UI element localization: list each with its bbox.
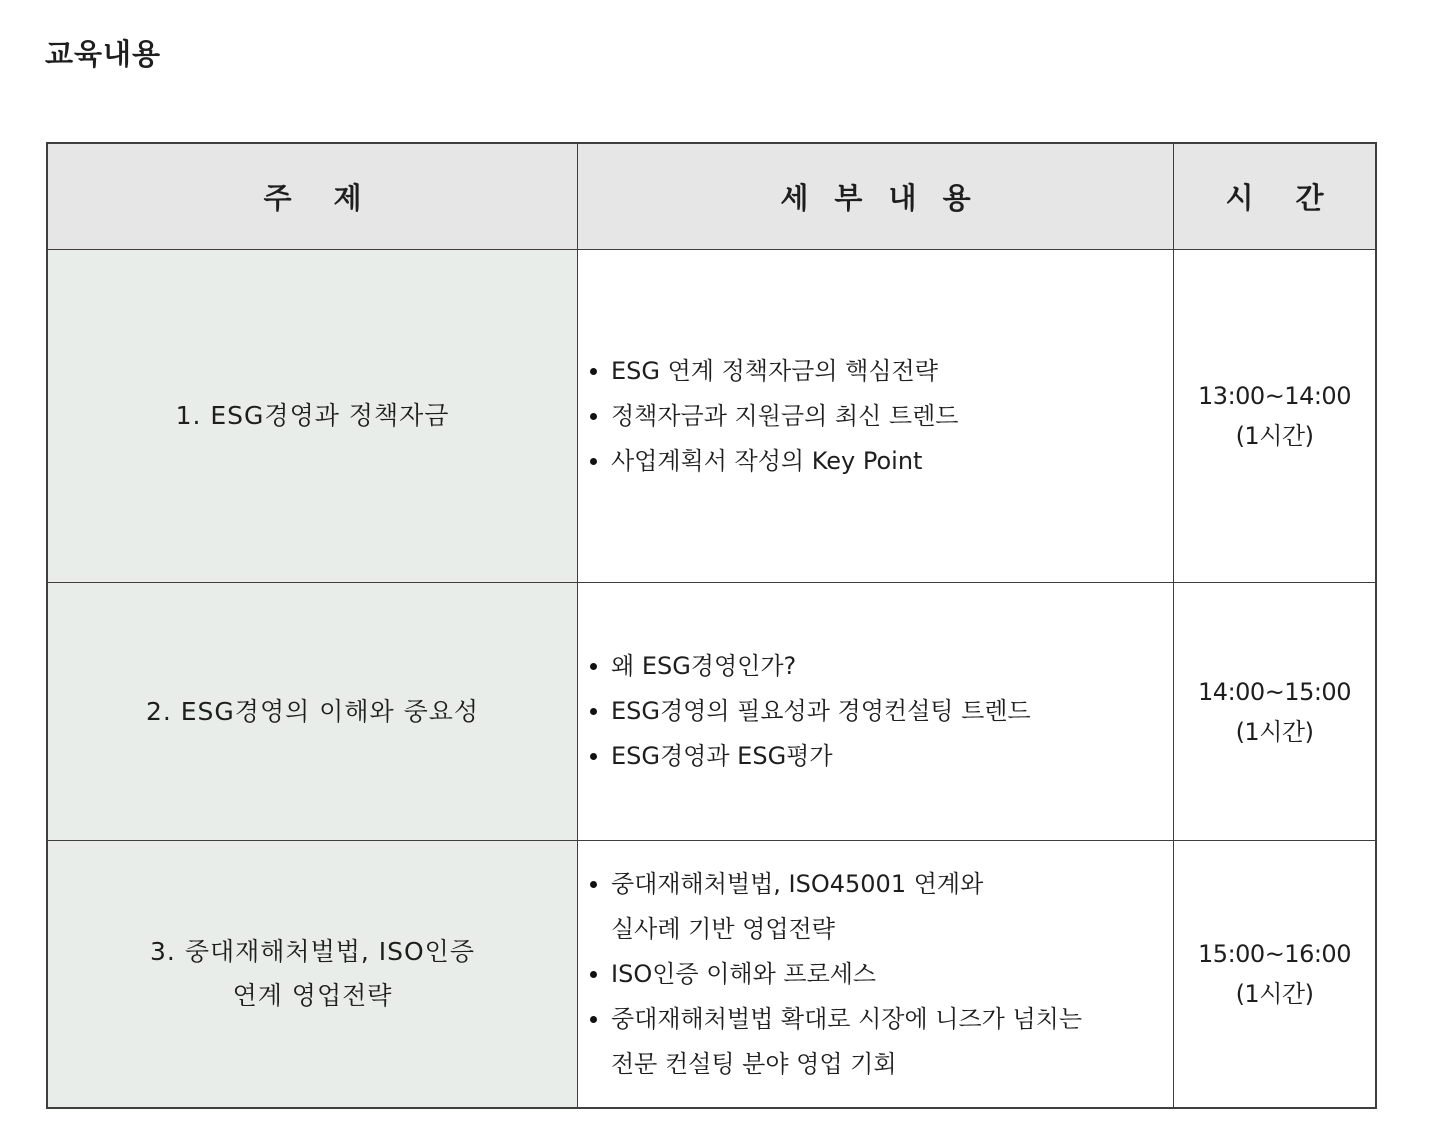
topic-text: 1. ESG경영과 정책자금 [175, 401, 450, 430]
details-cell [578, 250, 1174, 583]
time-cell [1174, 250, 1375, 583]
bullet-icon [590, 881, 597, 888]
bullet-icon [590, 708, 597, 715]
topic-text: 연계 영업전략 [232, 981, 393, 1010]
detail-bullet [590, 439, 922, 484]
bullet-text: ESG 연계 정책자금의 핵심전략 [611, 356, 938, 385]
bullet-text: 정책자금과 지원금의 최신 트렌드 [611, 401, 959, 430]
bullet-lines [611, 349, 938, 394]
detail-bullet [590, 394, 958, 439]
time-range: 14:00~15:00 [1198, 677, 1351, 706]
topic-cell [48, 583, 578, 841]
bullet-lines [611, 439, 922, 484]
bullet-text: ESG경영과 ESG평가 [611, 742, 833, 770]
bullet-text: 왜 ESG경영인가? [611, 652, 797, 680]
topic-cell [48, 250, 578, 583]
bullet-icon [590, 458, 597, 465]
time-cell [1174, 583, 1375, 841]
bullet-icon [590, 663, 597, 670]
detail-bullet [590, 862, 983, 952]
bullet-lines [611, 862, 983, 952]
detail-bullet [590, 997, 1082, 1087]
bullet-text: 중대재해처벌법, ISO45001 연계와 [611, 869, 984, 898]
time-duration: (1시간) [1235, 717, 1314, 746]
document-title: 교육내용 [45, 37, 162, 71]
detail-bullet [590, 952, 876, 997]
bullet-lines [611, 689, 1031, 734]
bullet-icon [590, 1016, 597, 1023]
time-range: 15:00~16:00 [1198, 940, 1351, 968]
bullet-icon [590, 971, 597, 978]
bullet-icon [590, 413, 597, 420]
bullet-text: 사업계획서 작성의 Key Point [611, 446, 923, 475]
detail-bullet [590, 689, 1031, 734]
curriculum-table [46, 142, 1377, 1109]
bullet-text: 전문 컨설팅 분야 영업 기회 [611, 1049, 897, 1078]
details-cell [578, 583, 1174, 841]
bullet-lines [611, 394, 958, 439]
bullet-text: ESG경영의 필요성과 경영컨설팅 트렌드 [611, 697, 1031, 725]
details-cell [578, 841, 1174, 1107]
topic-text: 2. ESG경영의 이해와 중요성 [145, 696, 480, 726]
bullet-text: ISO인증 이해와 프로세스 [611, 959, 877, 988]
detail-bullet [590, 644, 796, 689]
time-duration: (1시간) [1235, 422, 1314, 450]
detail-bullet [590, 349, 938, 394]
time-range: 13:00~14:00 [1198, 382, 1351, 410]
header-time: 시 간 [1174, 144, 1375, 250]
bullet-lines [611, 997, 1082, 1087]
bullet-lines [611, 644, 796, 689]
bullet-lines [611, 952, 876, 997]
bullet-text: 중대재해처벌법 확대로 시장에 니즈가 넘치는 [611, 1004, 1083, 1033]
topic-cell [48, 841, 578, 1107]
bullet-text: 실사례 기반 영업전략 [611, 914, 835, 943]
topic-text: 3. 중대재해처벌법, ISO인증 [150, 937, 475, 966]
header-details: 세 부 내 용 [578, 144, 1174, 250]
bullet-icon [590, 753, 597, 760]
time-cell [1174, 841, 1375, 1107]
time-duration: (1시간) [1235, 980, 1314, 1008]
detail-bullet [590, 734, 833, 779]
bullet-lines [611, 734, 833, 779]
bullet-icon [590, 368, 597, 375]
header-topic: 주 제 [48, 144, 578, 250]
